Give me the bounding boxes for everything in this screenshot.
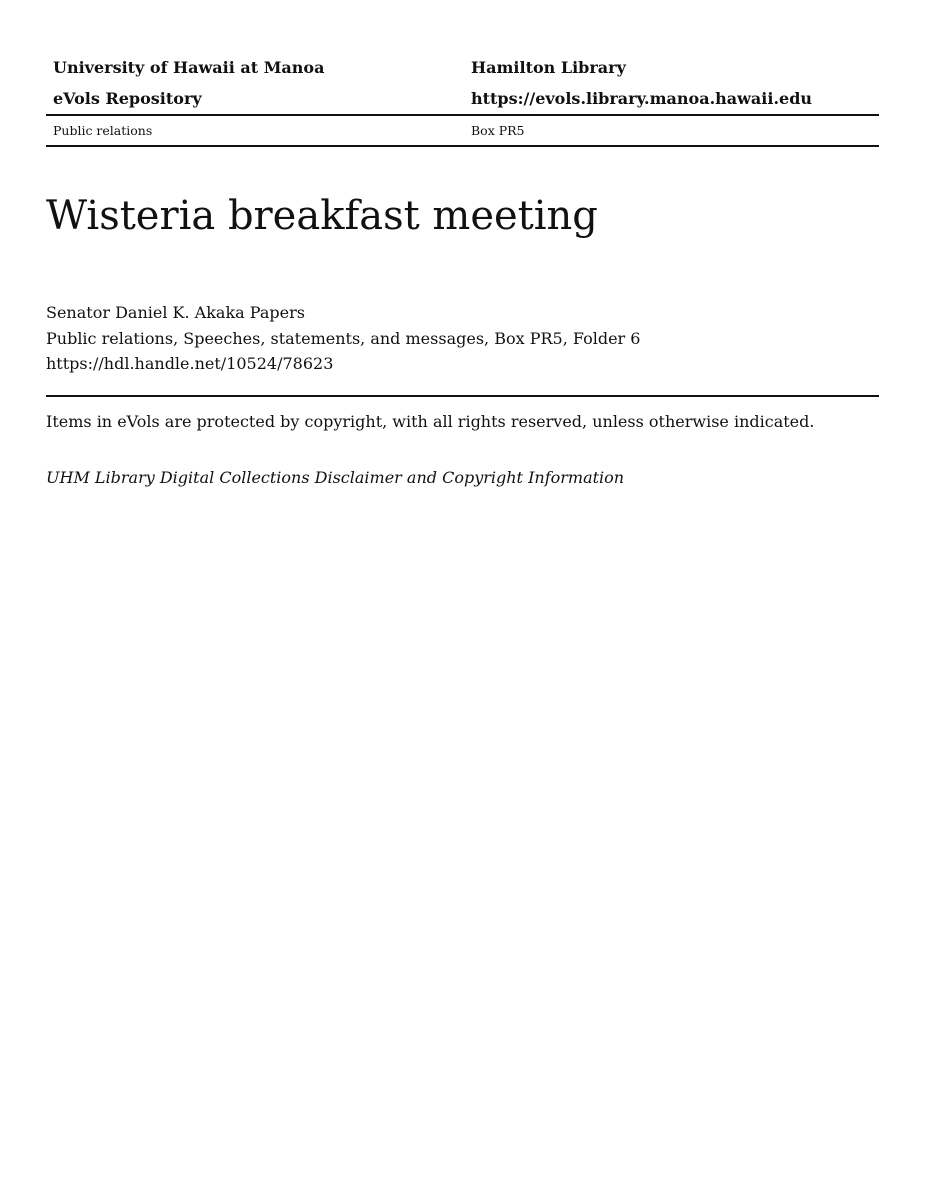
collection-name: Senator Daniel K. Akaka Papers [46,303,305,322]
document-title: Wisteria breakfast meeting [46,193,598,239]
folder-location: Public relations, Speeches, statements, and messages, Box PR5, Folder 6 [46,328,641,348]
library-name: Hamilton Library [471,58,626,77]
section-divider [46,395,879,397]
copyright-notice: Items in eVols are protected by copyright, with all rights reserved, unless otherwise indicated. [46,412,815,431]
handle-link[interactable]: https://hdl.handle.net/10524/78623 [46,354,334,373]
series-label: Public relations [53,123,153,138]
header-rule-bottom [46,145,879,147]
header-row-series [46,116,879,145]
repository-name: eVols Repository [53,89,202,108]
box-label: Box PR5 [471,123,525,138]
repository-url-link[interactable]: https://evols.library.manoa.hawaii.edu [471,89,813,108]
header-table [46,52,879,147]
header-row-repository [46,83,879,114]
institution-name: University of Hawaii at Manoa [53,58,325,77]
document-metadata [46,300,640,377]
disclaimer-link[interactable]: UHM Library Digital Collections Disclaimer and Copyright Information [46,468,625,487]
header-row-institution [46,52,879,83]
